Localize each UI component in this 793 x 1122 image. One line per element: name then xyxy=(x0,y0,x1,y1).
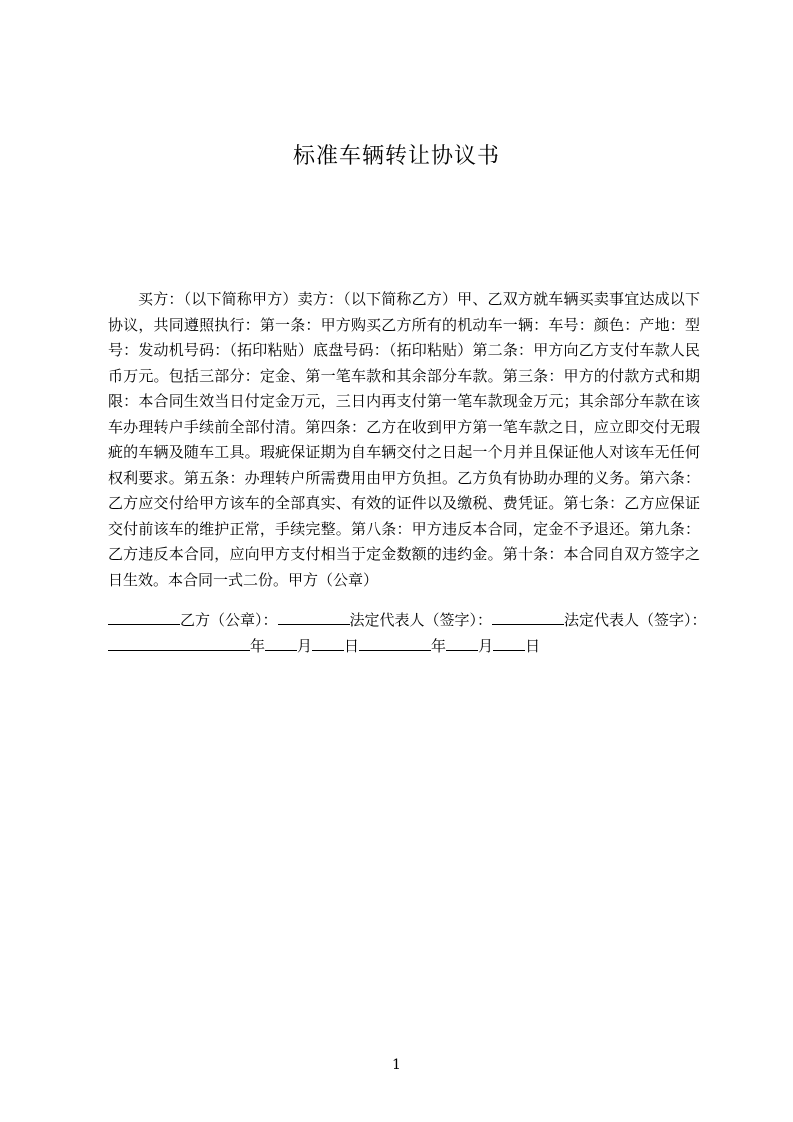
day-blank-1 xyxy=(312,634,344,651)
legal-rep-2-blank xyxy=(108,634,250,651)
party-b-seal-blank xyxy=(278,608,350,625)
signature-line-2 xyxy=(108,634,708,659)
legal-rep-1-label: 法定代表人（签字）： xyxy=(349,611,493,629)
document-title: 标准车辆转让协议书 xyxy=(292,144,500,169)
month-label-1: 月 xyxy=(297,637,313,655)
year-blank-2 xyxy=(359,634,431,651)
month-label-2: 月 xyxy=(478,637,494,655)
day-label-1: 日 xyxy=(344,637,360,655)
signature-line-1 xyxy=(108,608,708,633)
page-number: 1 xyxy=(392,1057,401,1073)
month-blank-2 xyxy=(446,634,478,651)
year-label-1: 年 xyxy=(250,637,266,655)
party-a-seal-blank xyxy=(108,608,180,625)
day-label-2: 日 xyxy=(525,637,541,655)
party-b-seal-label: 乙方（公章）： xyxy=(180,611,278,629)
year-label-2: 年 xyxy=(431,637,447,655)
day-blank-2 xyxy=(493,634,525,651)
month-blank-1 xyxy=(265,634,297,651)
agreement-body-text: 买方：（以下简称甲方）卖方：（以下简称乙方）甲、乙双方就车辆买卖事宜达成以下协议，共同遵照执行：第一条：甲方购买乙方所有的机动车一辆：车号：颜色：产地：型号：发动机号码：（拓印粘贴）底盘号码：（拓印粘贴）第二条：甲方向乙方支付车款人民币万元。包括三部分：定金、第一笔车款和其余部分车款。第三条：甲方的付款方式和期限：本合同生效当日付定金万元，三日内再支付第一笔车款现金万元；其余部分车款在该车办理转户手续前全部付清。第四条：乙方在收到甲方第一笔车款之日，应立即交付无瑕疵的车辆及随车工具。瑕疵保证期为自车辆交付之日起一个月并且保证他人对该车无任何权利要求。第五条：办理转户所需费用由甲方负担。乙方负有协助办理的义务。第六条：乙方应交付给甲方该车的全部真实、有效的证件以及缴税、费凭证。第七条：乙方应保证交付前该车的维护正常，手续完整。第八条：甲方违反本合同，定金不予退还。第九条：乙方违反本合同，应向甲方支付相当于定金数额的违约金。第十条：本合同自双方签字之日生效。本合同一式二份。甲方（公章） xyxy=(108,290,700,589)
legal-rep-2-label: 法定代表人（签字）： xyxy=(564,611,707,629)
legal-rep-1-blank xyxy=(492,608,564,625)
